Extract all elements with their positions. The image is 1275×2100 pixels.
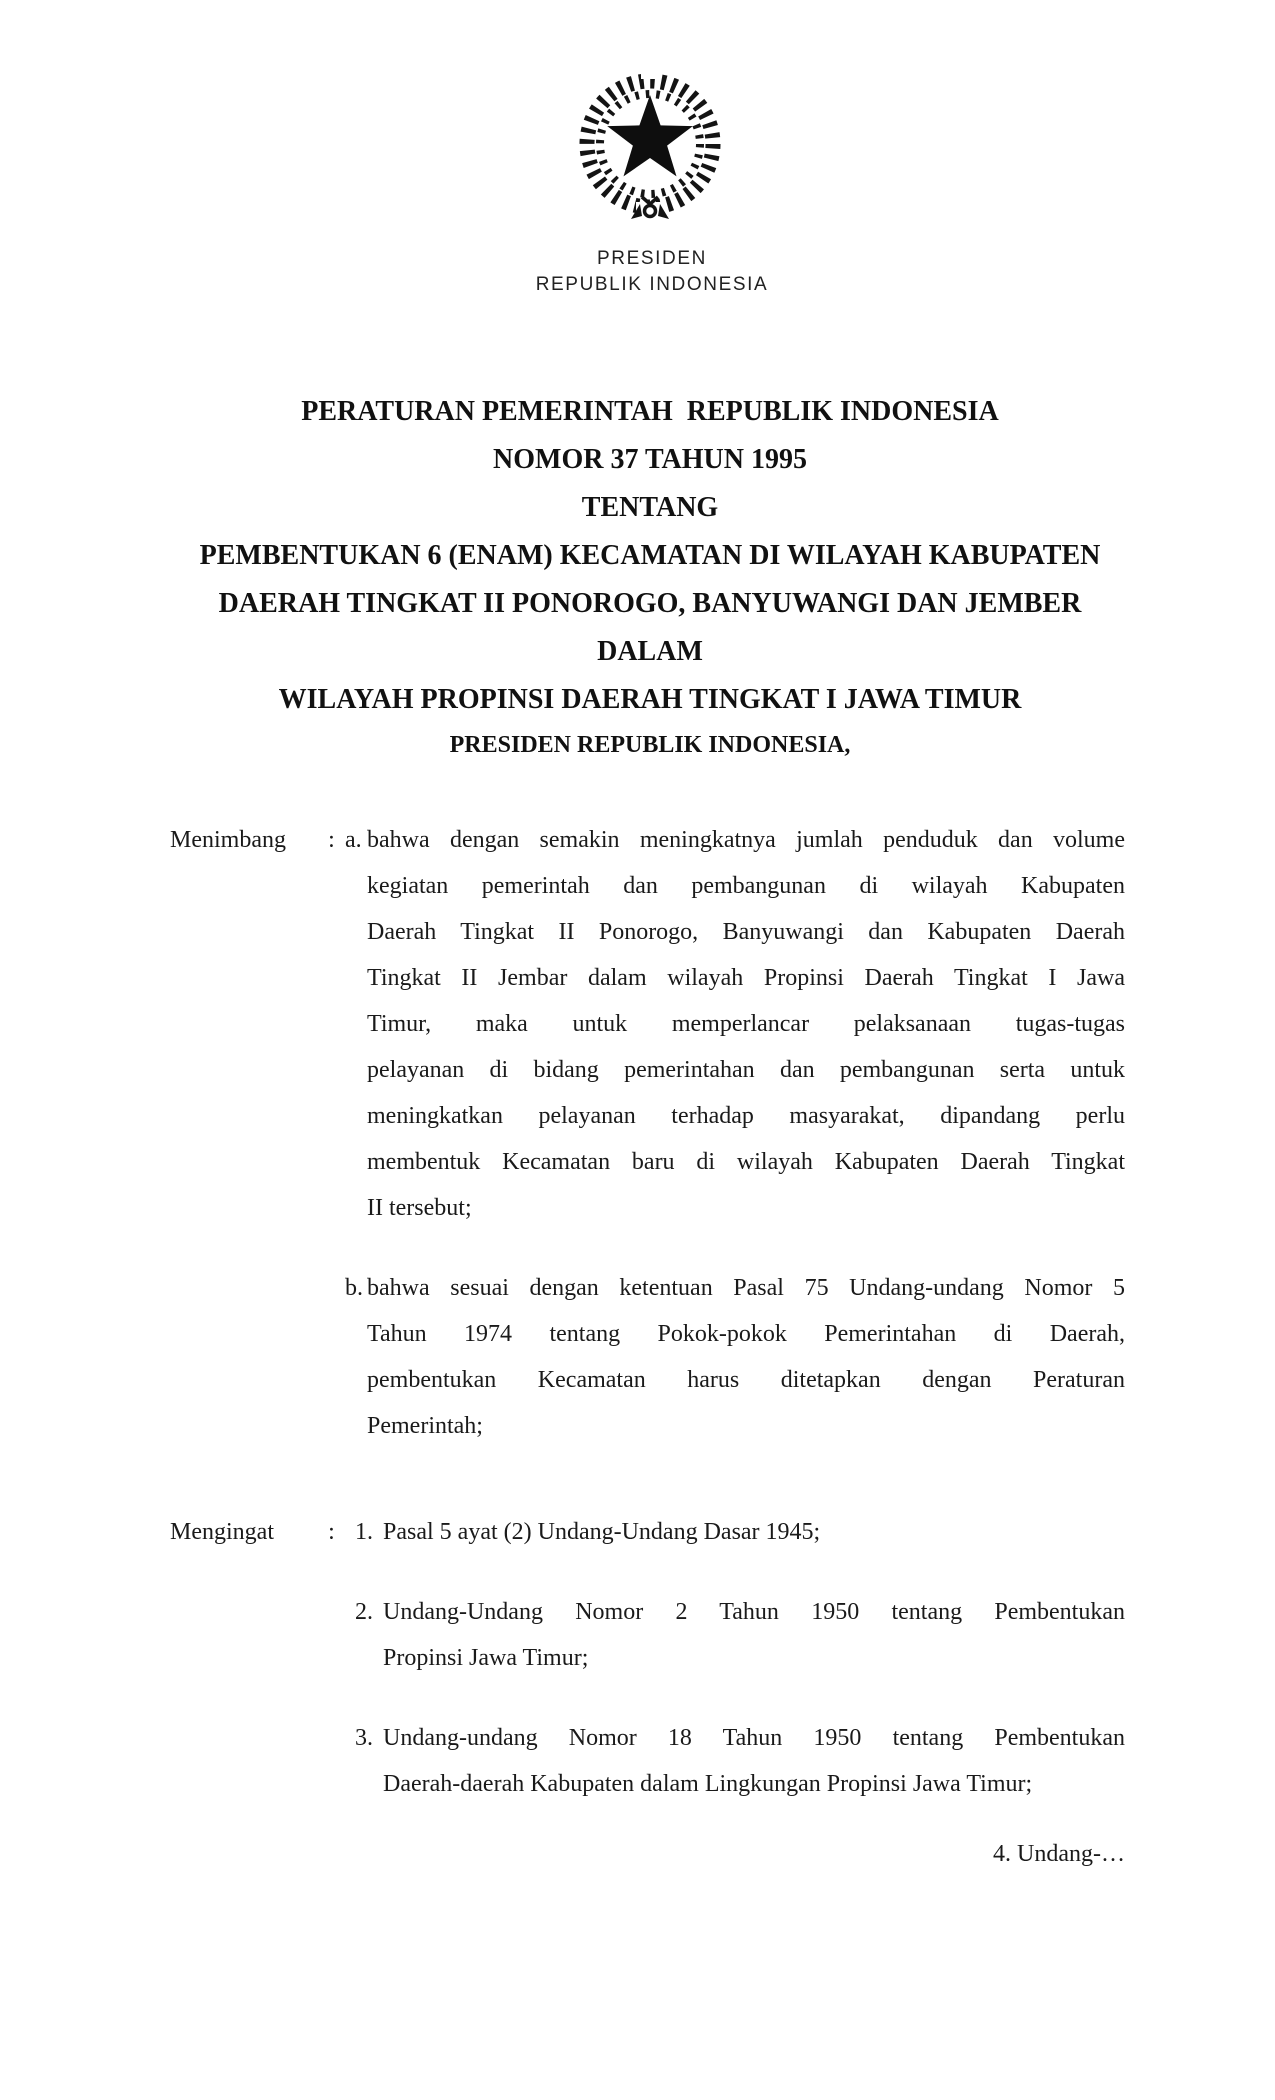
section-colon: : bbox=[328, 827, 335, 853]
title-line-5: DAERAH TINGKAT II PONOROGO, BANYUWANGI DAN JEMBER DALAM bbox=[218, 588, 1089, 667]
list-item bbox=[355, 1509, 1125, 1555]
text-line: Timur, maka untuk memperlancar pelaksanaan tugas-tugas bbox=[367, 1011, 1125, 1037]
section-colon: : bbox=[328, 1519, 335, 1545]
section-mengingat-items bbox=[345, 1509, 1125, 1807]
text-line: pembentukan Kecamatan harus ditetapkan dengan Peraturan bbox=[367, 1367, 1125, 1393]
item-marker: a. bbox=[345, 827, 362, 853]
text-line: Daerah-daerah Kabupaten dalam Lingkungan Propinsi Jawa Timur; bbox=[383, 1771, 1033, 1797]
item-marker: b. bbox=[345, 1275, 363, 1301]
section-mengingat bbox=[170, 1509, 1125, 1807]
item-paragraph bbox=[383, 1715, 1125, 1807]
section-label: Menimbang bbox=[170, 827, 286, 853]
text-line: Propinsi Jawa Timur; bbox=[383, 1645, 589, 1671]
text-line: pelayanan di bidang pemerintahan dan pembangunan serta untuk bbox=[367, 1057, 1125, 1083]
text-line: Pasal 5 ayat (2) Undang-Undang Dasar 1945; bbox=[383, 1519, 821, 1545]
title-line-6: WILAYAH PROPINSI DAERAH TINGKAT I JAWA TIMUR bbox=[278, 684, 1022, 715]
text-line: Undang-Undang Nomor 2 Tahun 1950 tentang Pembentukan bbox=[383, 1599, 1125, 1625]
section-menimbang-items bbox=[345, 817, 1125, 1449]
text-line: Daerah Tingkat II Ponorogo, Banyuwangi dan Kabupaten Daerah bbox=[367, 919, 1125, 945]
letterhead-republik-indonesia: REPUBLIK INDONESIA bbox=[535, 274, 769, 295]
list-item bbox=[345, 1265, 1125, 1449]
letterhead bbox=[338, 246, 966, 298]
list-item bbox=[355, 1589, 1125, 1681]
text-line: Undang-undang Nomor 18 Tahun 1950 tentang Pembentukan bbox=[383, 1725, 1125, 1751]
text-line: membentuk Kecamatan baru di wilayah Kabupaten Daerah Tingkat bbox=[367, 1149, 1125, 1175]
section-menimbang-head bbox=[170, 817, 345, 863]
text-line: meningkatkan pelayanan terhadap masyarakat, dipandang perlu bbox=[367, 1103, 1125, 1129]
letterhead-presiden: PRESIDEN bbox=[597, 248, 707, 269]
title-line-2: NOMOR 37 TAHUN 1995 bbox=[493, 444, 807, 475]
item-paragraph bbox=[367, 1265, 1125, 1449]
text-line: II tersebut; bbox=[367, 1195, 472, 1221]
star-wreath-icon bbox=[570, 64, 730, 230]
text-line: Tingkat II Jembar dalam wilayah Propinsi Daerah Tingkat I Jawa bbox=[367, 965, 1125, 991]
text-line: Tahun 1974 tentang Pokok-pokok Pemerintahan di Daerah, bbox=[367, 1321, 1125, 1347]
section-mengingat-head bbox=[170, 1509, 345, 1555]
text-line: kegiatan pemerintah dan pembangunan di wilayah Kabupaten bbox=[367, 873, 1125, 899]
item-paragraph bbox=[383, 1509, 1125, 1555]
regulation-title bbox=[170, 388, 1130, 724]
item-paragraph bbox=[367, 817, 1125, 1231]
section-label: Mengingat bbox=[170, 1519, 274, 1545]
text-line: bahwa sesuai dengan ketentuan Pasal 75 Undang-undang Nomor 5 bbox=[367, 1275, 1125, 1301]
item-marker: 2. bbox=[355, 1599, 373, 1625]
title-line-4: PEMBENTUKAN 6 (ENAM) KECAMATAN DI WILAYAH KABUPATEN bbox=[199, 540, 1101, 571]
item-paragraph bbox=[383, 1589, 1125, 1681]
list-item bbox=[345, 817, 1125, 1231]
text-line: Pemerintah; bbox=[367, 1413, 483, 1439]
list-item bbox=[355, 1715, 1125, 1807]
text-line: bahwa dengan semakin meningkatnya jumlah penduduk dan volume bbox=[367, 827, 1125, 853]
state-emblem bbox=[570, 64, 730, 230]
title-line-3: TENTANG bbox=[581, 492, 719, 523]
item-marker: 3. bbox=[355, 1725, 373, 1751]
section-menimbang bbox=[170, 817, 1125, 1449]
item-marker: 1. bbox=[355, 1519, 373, 1545]
enacting-authority-line: PRESIDEN REPUBLIK INDONESIA, bbox=[449, 732, 851, 758]
page-catchword: 4. Undang-… bbox=[993, 1841, 1125, 1867]
title-line-1: PERATURAN PEMERINTAH REPUBLIK INDONESIA bbox=[301, 396, 999, 427]
